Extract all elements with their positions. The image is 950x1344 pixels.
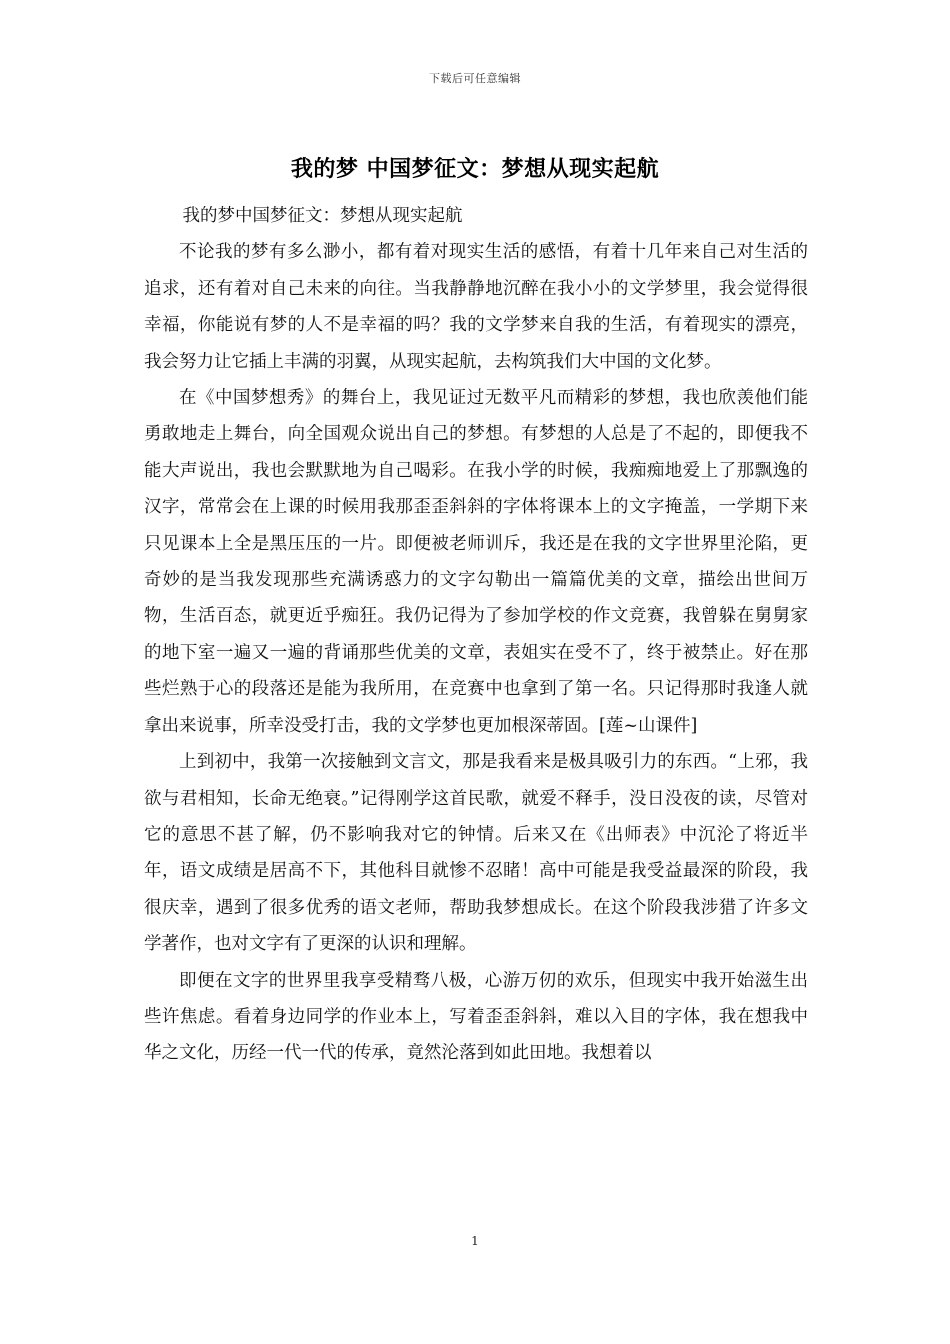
document-body	[144, 198, 808, 1072]
paragraph: 上到初中，我第一次接触到文言文，那是我看来是极具吸引力的东西。“上邪，我欲与君相知，长命无绝衰。”记得刚学这首民歌，就爱不释手，没日没夜的读，尽管对它的意思不甚了解，仍不影响我对它的钟情。后来又在《出师表》中沉沦了将近半年，语文成绩是居高不下，其他科目就惨不忍睹！高中可能是我受益最深的阶段，我很庆幸，遇到了很多优秀的语文老师，帮助我梦想成长。在这个阶段我涉猎了许多文学著作，也对文字有了更深的认识和理解。	[144, 752, 808, 955]
paragraph: 在《中国梦想秀》的舞台上，我见证过无数平凡而精彩的梦想，我也欣羡他们能勇敢地走上舞台，向全国观众说出自己的梦想。有梦想的人总是了不起的，即便我不能大声说出，我也会默默地为自己喝彩。在我小学的时候，我痴痴地爱上了那飘逸的汉字，常常会在上课的时候用我那歪歪斜斜的字体将课本上的文字掩盖，一学期下来只见课本上全是黑压压的一片。即便被老师训斥，我还是在我的文字世界里沦陷，更奇妙的是当我发现那些充满诱惑力的文字勾勒出一篇篇优美的文章，描绘出世间万物，生活百态，就更近乎痴狂。我仍记得为了参加学校的作文竞赛，我曾躲在舅舅家的地下室一遍又一遍的背诵那些优美的文章，表姐实在受不了，终于被禁止。好在那些烂熟于心的段落还是能为我所用，在竞赛中也拿到了第一名。只记得那时我逢人就拿出来说事，所幸没受打击，我的文学梦也更加根深蒂固。[莲~山课件]	[144, 388, 808, 736]
page-header-note: 下载后可任意编辑	[429, 72, 521, 85]
paragraph: 不论我的梦有多么渺小，都有着对现实生活的感悟，有着十几年来自己对生活的追求，还有着对自己未来的向往。当我静静地沉醉在我小小的文学梦里，我会觉得很幸福，你能说有梦的人不是幸福的吗？我的文学梦来自我的生活，有着现实的漂亮，我会努力让它插上丰满的羽翼，从现实起航，去构筑我们大中国的文化梦。	[144, 242, 808, 372]
page-number: 1	[471, 1234, 479, 1248]
document-subtitle: 我的梦中国梦征文：梦想从现实起航	[182, 206, 463, 226]
paragraph: 即便在文字的世界里我享受精骛八极，心游万仞的欢乐，但现实中我开始滋生出些许焦虑。看着身边同学的作业本上，写着歪歪斜斜，难以入目的字体，我在想我中华之文化，历经一代一代的传承，竟然沦落到如此田地。我想着以	[144, 970, 808, 1064]
document-title: 我的梦 中国梦征文：梦想从现实起航	[290, 156, 660, 182]
